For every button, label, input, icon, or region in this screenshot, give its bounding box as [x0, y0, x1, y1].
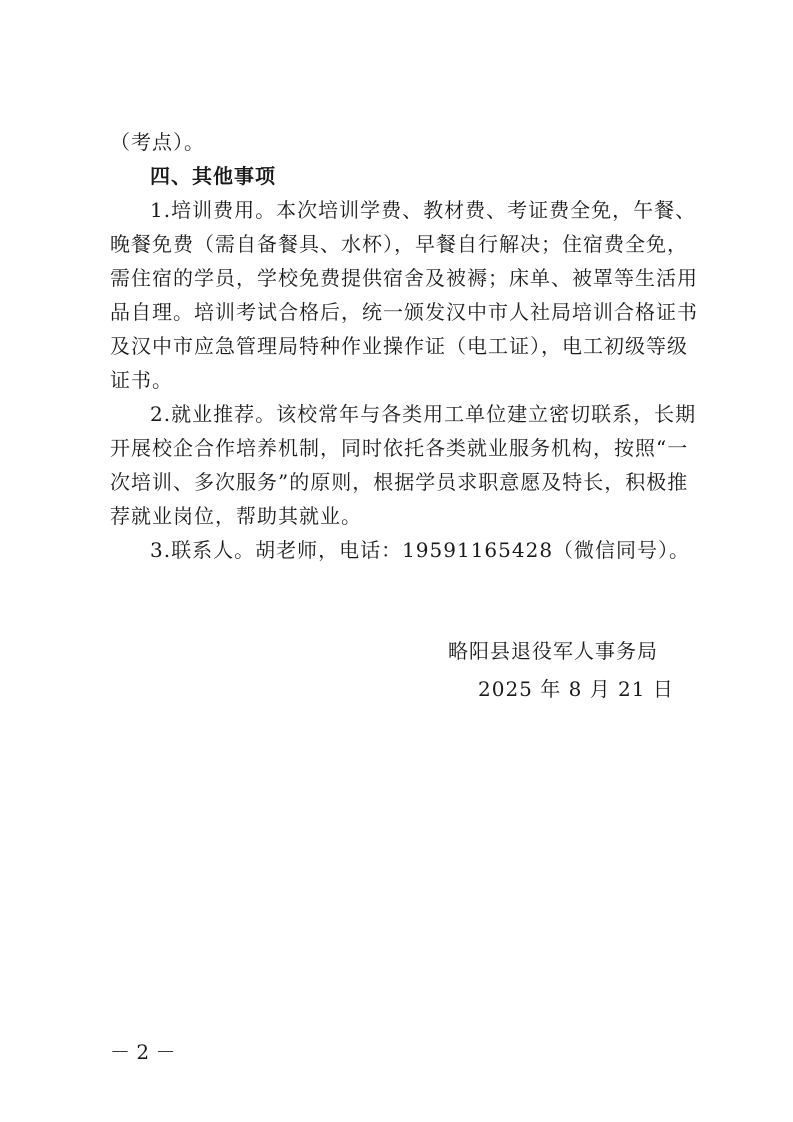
- item-contact: 3.联系人。胡老师，电话：19591165428（微信同号）。: [150, 538, 691, 562]
- body-line-6: 品自理。培训考试合格后，统一颁发汉中市人社局培训合格证书: [110, 300, 698, 324]
- item-training-fees: 1.培训费用。本次培训学费、教材费、考证费全免，午餐、: [150, 198, 697, 222]
- body-line-12: 荐就业岗位，帮助其就业。: [110, 504, 362, 528]
- body-line-7: 及汉中市应急管理局特种作业操作证（电工证），电工初级等级: [110, 334, 688, 358]
- signature-date: 2025 年 8 月 21 日: [478, 677, 674, 701]
- item-employment: 2.就业推荐。该校常年与各类用工单位建立密切联系，长期: [150, 402, 697, 426]
- body-line-8: 证书。: [110, 368, 173, 392]
- page-number: － 2 －: [110, 1040, 176, 1064]
- body-line-5: 需住宿的学员，学校免费提供宿舍及被褥；床单、被罩等生活用: [110, 266, 698, 290]
- body-line-1: （考点）。: [110, 130, 205, 154]
- signature-organization: 略阳县退役军人事务局: [448, 639, 658, 663]
- body-line-10: 开展校企合作培养机制，同时依托各类就业服务机构，按照“一: [110, 436, 689, 460]
- document-body: [110, 125, 698, 567]
- body-line-4: 晚餐免费（需自备餐具、水杯），早餐自行解决；住宿费全免，: [110, 232, 688, 256]
- section-heading: 四、其他事项: [150, 164, 276, 188]
- body-line-11: 次培训、多次服务”的原则，根据学员求职意愿及特长，积极推: [110, 470, 689, 494]
